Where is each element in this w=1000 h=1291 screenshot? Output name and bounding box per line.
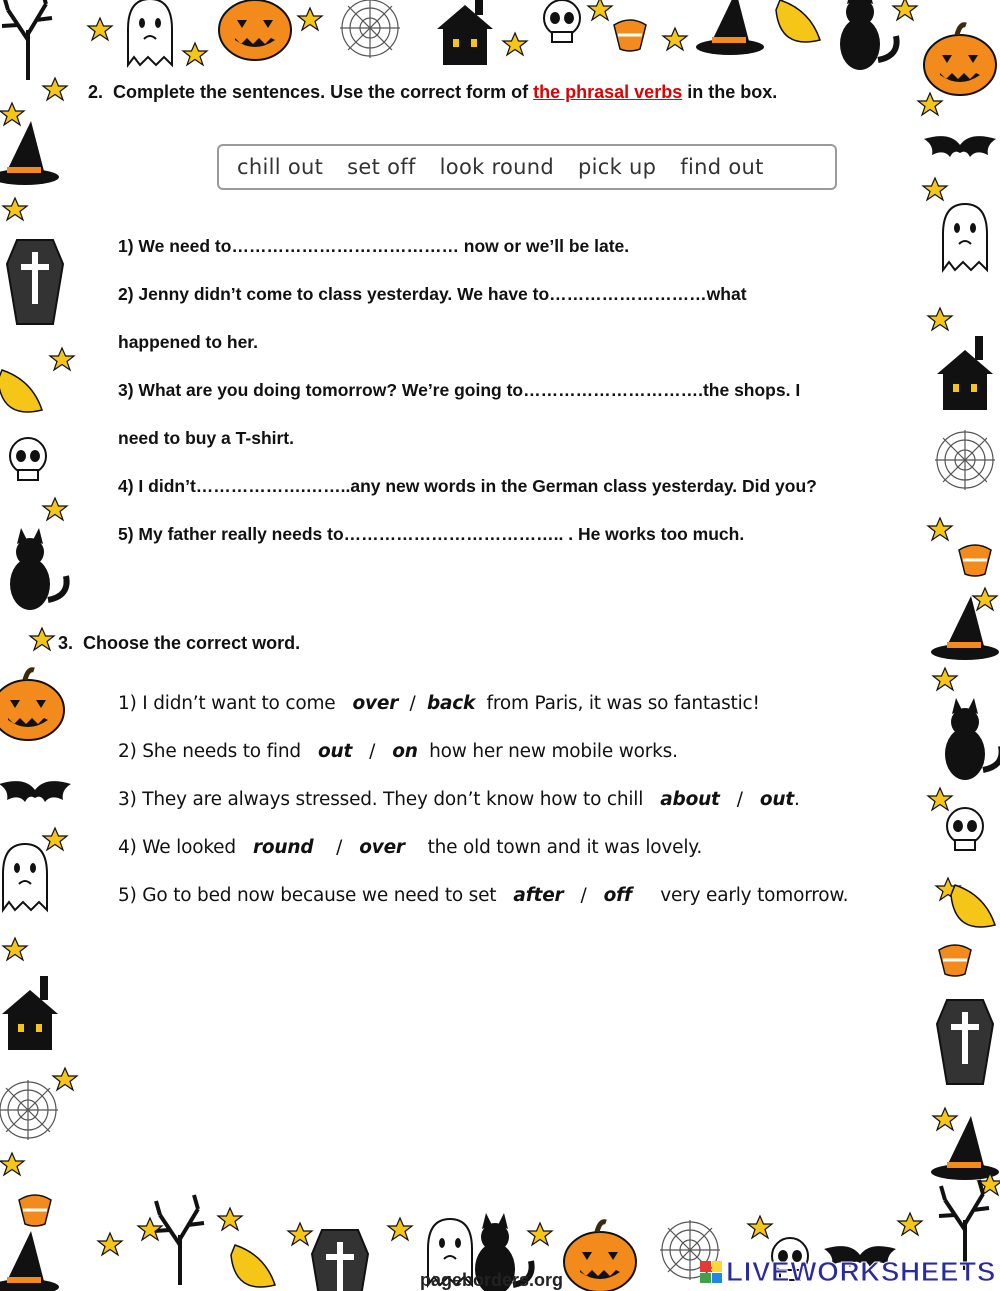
pageborders-credit: pageborders.org [420,1270,564,1290]
item-2-option-out[interactable]: out [317,741,353,762]
phrasal-verbs-link[interactable]: the phrasal verbs [533,82,683,102]
word-look-round: look round [439,155,554,179]
item-3-separator: / [736,789,743,810]
word-chill-out: chill out [237,155,324,179]
exercise-3-item-2 [118,741,678,762]
word-set-off: set off [347,155,416,179]
item-1-separator: / [409,693,416,714]
liveworksheets-logo [700,1256,996,1288]
phrasal-verbs-word-box [217,144,837,190]
item-4-text: 4) We looked [118,837,242,858]
item-5-text-end: very early tomorrow. [654,885,849,906]
exercise-2-sentence-5[interactable]: 5) My father really needs to……………………………….. . He works too much. [118,524,745,544]
word-find-out: find out [680,155,764,179]
item-1-option-back[interactable]: back [426,693,476,714]
item-1-text-end: from Paris, it was so fantastic! [480,693,760,714]
exercise-2-sentence-2[interactable]: 2) Jenny didn’t come to class yesterday. We have to………………………what [118,284,747,304]
exercise-2-sentence-3[interactable]: 3) What are you doing tomorrow? We’re going to………………………….the shops. I [118,380,801,400]
item-1-text: 1) I didn’t want to come [118,693,342,714]
item-5-option-after[interactable]: after [513,885,564,906]
item-1-option-over[interactable]: over [352,693,399,714]
liveworksheets-icon [700,1261,722,1283]
item-4-option-over[interactable]: over [359,837,405,858]
item-5-option-off[interactable]: off [603,885,632,906]
item-4-separator: / [336,837,343,858]
exercise-3-item-1 [118,693,760,714]
exercise-2-instruction-start: Complete the sentences. Use the correct form of [113,82,534,102]
liveworksheets-brand: LIVEWORKSHEETS [726,1256,996,1287]
item-2-option-on[interactable]: on [392,741,418,762]
exercise-3-number: 3. [58,633,74,653]
exercise-2-sentence-1[interactable]: 1) We need to………………………………… now or we’ll be late. [118,236,630,256]
word-pick-up: pick up [578,155,657,179]
exercise-3-item-5 [118,885,848,906]
item-5-separator: / [580,885,587,906]
exercise-2-sentence-4[interactable]: 4) I didn’t……………….……..any new words in the German class yesterday. Did you? [118,476,817,496]
exercise-2-sentence-3-cont: need to buy a T-shirt. [118,428,294,448]
item-5-text: 5) Go to bed now because we need to set [118,885,503,906]
item-4-text-end: the old town and it was lovely. [421,837,703,858]
exercise-3-heading [58,633,300,654]
item-3-text: 3) They are always stressed. They don’t know how to chill [118,789,649,810]
exercise-3-item-3 [118,789,800,810]
exercise-2-instruction-end: in the box. [682,82,778,102]
item-3-option-out[interactable]: out [759,789,794,810]
item-3-text-end: . [793,789,800,810]
exercise-2-sentence-2-cont: happened to her. [118,332,259,352]
exercise-2-number: 2. [88,82,104,102]
item-3-option-about[interactable]: about [660,789,720,810]
exercise-2-heading [88,82,777,103]
item-4-option-round[interactable]: round [252,837,314,858]
exercise-3-item-4 [118,837,702,858]
item-2-text-end: how her new mobile works. [423,741,678,762]
item-2-text: 2) She needs to find [118,741,307,762]
item-2-separator: / [369,741,376,762]
exercise-3-instruction: Choose the correct word. [83,633,301,653]
